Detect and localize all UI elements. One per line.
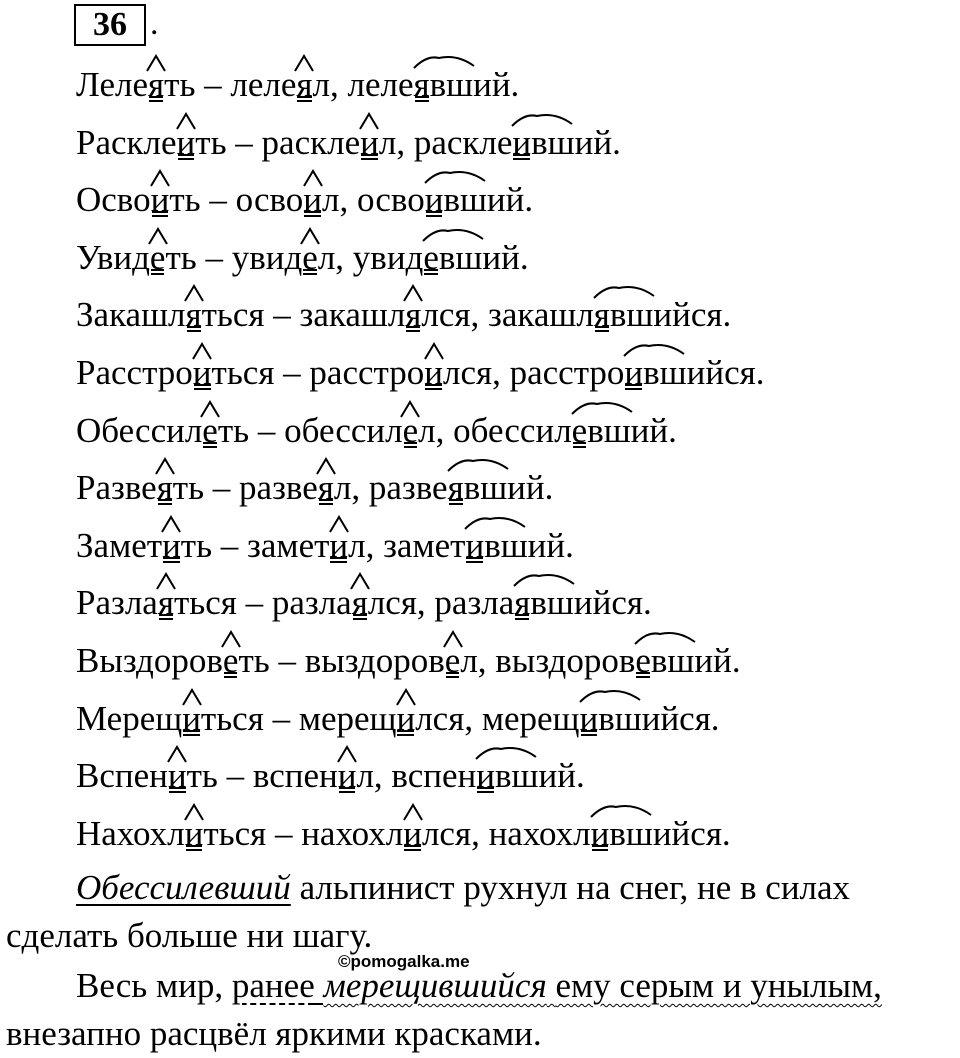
ending-mark-icon <box>183 803 205 821</box>
word-text: л, леле <box>312 65 414 104</box>
word-text: вшийся. <box>609 813 731 853</box>
word-text: вший. <box>484 525 574 565</box>
ending-mark-icon <box>402 284 424 302</box>
ending-mark-icon <box>160 515 182 533</box>
sentence-2-start: Весь мир, <box>76 966 232 1005</box>
exercise-number-dot: . <box>150 5 159 42</box>
watermark: ©pomogalka.me <box>338 952 470 971</box>
word-text: Леле <box>76 65 149 104</box>
sentence-2 <box>6 962 946 1058</box>
stem-vowel: е <box>302 235 318 281</box>
word-text: вший. <box>463 468 554 508</box>
ending-mark-icon <box>183 284 205 302</box>
word-forms-row <box>76 408 677 454</box>
participle-example-1: Обессилевший <box>76 868 291 907</box>
word-text: вшийся. <box>643 353 765 392</box>
suffix-mark-icon <box>512 572 576 588</box>
word-text: лся, нахохл <box>421 813 591 853</box>
stem-vowel: е <box>445 638 461 684</box>
word-text: лся, расстро <box>442 353 625 392</box>
ending-mark-icon <box>191 342 213 360</box>
word-forms-row <box>76 177 533 223</box>
stem-vowel: е <box>150 235 166 281</box>
suffix-mark-icon <box>622 342 686 358</box>
word-forms-row <box>76 696 720 742</box>
ending-mark-icon <box>149 169 171 187</box>
stem-vowel: и <box>303 177 322 223</box>
ending-mark-icon <box>349 572 371 590</box>
word-text: вший. <box>650 641 741 680</box>
suffix-mark-icon <box>446 457 510 473</box>
ending-mark-icon <box>147 227 169 245</box>
suffix-mark-icon <box>421 227 485 243</box>
word-text: л, осво <box>322 180 425 220</box>
ending-mark-icon <box>328 515 350 533</box>
word-forms-row <box>76 580 652 626</box>
word-text: Раскле <box>76 122 177 162</box>
word-text: Вспен <box>76 756 168 796</box>
word-text: ть – вспен <box>186 756 338 796</box>
word-text: Осво <box>76 180 151 220</box>
stem-vowel: и <box>425 177 444 223</box>
ending-mark-icon <box>220 630 242 648</box>
ending-mark-icon <box>442 630 464 648</box>
stem-vowel: и <box>168 753 187 799</box>
word-text: ть – раскле <box>195 122 361 162</box>
word-text: вший. <box>495 756 585 796</box>
stem-vowel: е <box>572 408 588 454</box>
word-text: ться – расстро <box>211 353 425 392</box>
ending-mark-icon <box>358 112 380 130</box>
word-text: ться – мерещ <box>200 698 397 738</box>
stem-vowel: и <box>624 350 643 396</box>
ending-mark-icon <box>336 745 358 763</box>
stem-vowel: е <box>223 638 239 684</box>
word-text: ть – замет <box>180 525 330 565</box>
word-text: ться – нахохл <box>203 813 404 853</box>
ending-mark-icon <box>399 400 421 418</box>
ending-mark-icon <box>395 688 417 706</box>
word-text: ть – леле <box>164 65 297 104</box>
stem-vowel: я <box>296 62 312 108</box>
word-text: ться – разла <box>173 583 352 623</box>
word-text: Разве <box>76 468 157 508</box>
stem-vowel: и <box>424 350 443 396</box>
word-text: Расстро <box>76 353 193 392</box>
ending-mark-icon <box>293 54 315 72</box>
word-text: вшийся. <box>609 295 732 335</box>
stem-vowel: и <box>182 696 201 742</box>
suffix-mark-icon <box>570 400 634 416</box>
word-text: ть – разве <box>172 468 318 508</box>
word-text: вший. <box>429 65 520 104</box>
exercise-number: 36 <box>93 6 127 43</box>
sentence-2-adverb: ранее <box>231 966 315 1005</box>
word-text: вший. <box>531 122 621 162</box>
ending-mark-icon <box>299 227 321 245</box>
word-text: л, разве <box>333 468 448 508</box>
word-forms-row <box>76 120 621 166</box>
word-text: л, увид <box>317 237 424 277</box>
word-text: ть – осво <box>169 180 304 220</box>
word-text: вший. <box>443 180 534 220</box>
word-text: Выздоров <box>76 641 223 680</box>
ending-mark-icon <box>155 572 177 590</box>
stem-vowel: и <box>329 523 348 569</box>
suffix-mark-icon <box>463 515 527 531</box>
stem-vowel: и <box>151 177 170 223</box>
suffix-mark-icon <box>592 284 656 300</box>
stem-vowel: и <box>185 811 204 857</box>
word-text: л, выздоров <box>460 641 636 680</box>
stem-vowel: и <box>580 696 599 742</box>
stem-vowel: и <box>403 811 422 857</box>
ending-mark-icon <box>175 112 197 130</box>
sentence-2-end: внезапно расцвёл яркими красками. <box>6 1014 542 1053</box>
stem-vowel: я <box>594 292 610 338</box>
word-forms-row <box>76 235 529 281</box>
suffix-mark-icon <box>578 688 642 704</box>
word-text: лся, разла <box>367 583 515 623</box>
stem-vowel: я <box>352 580 368 626</box>
stem-vowel: и <box>360 120 379 166</box>
ending-mark-icon <box>402 803 424 821</box>
stem-vowel: е <box>403 408 419 454</box>
stem-vowel: я <box>186 292 202 338</box>
word-text: Закашл <box>76 295 186 335</box>
word-text: ть – обессил <box>217 410 403 450</box>
ending-mark-icon <box>181 688 203 706</box>
word-text: л, вспен <box>356 756 477 796</box>
word-text: вший. <box>438 237 529 277</box>
word-forms-row <box>76 753 585 799</box>
word-text: ться – закашл <box>201 295 406 335</box>
word-forms-row <box>76 62 519 108</box>
stem-vowel: е <box>423 235 439 281</box>
word-text: л, замет <box>348 525 466 565</box>
participle-example-2: мерещившийся <box>323 966 547 1005</box>
suffix-mark-icon <box>412 54 476 70</box>
stem-vowel: я <box>448 465 464 511</box>
word-forms-row <box>76 638 741 684</box>
sentence-1 <box>6 864 946 960</box>
word-forms-row <box>76 350 764 396</box>
word-text: Замет <box>76 525 163 565</box>
stem-vowel: и <box>162 523 181 569</box>
ending-mark-icon <box>423 342 445 360</box>
stem-vowel: я <box>158 580 174 626</box>
ending-mark-icon <box>315 457 337 475</box>
stem-vowel: и <box>465 523 484 569</box>
word-text: лся, закашл <box>421 295 594 335</box>
stem-vowel: и <box>591 811 610 857</box>
stem-vowel: и <box>177 120 196 166</box>
stem-vowel: и <box>193 350 212 396</box>
stem-vowel: е <box>635 638 651 684</box>
word-text: вшийся. <box>598 698 720 738</box>
word-text: Обессил <box>76 410 203 450</box>
ending-mark-icon <box>199 400 221 418</box>
stem-vowel: я <box>157 465 173 511</box>
suffix-mark-icon <box>423 169 487 185</box>
suffix-mark-icon <box>589 803 653 819</box>
word-text: Нахохл <box>76 813 185 853</box>
word-text: Разла <box>76 583 158 623</box>
stem-vowel: и <box>512 120 531 166</box>
stem-vowel: я <box>514 580 530 626</box>
word-forms-row <box>76 811 731 857</box>
word-text: вшийся. <box>530 583 652 623</box>
sentence-2-tail: ему серым и унылым, <box>555 966 882 1005</box>
word-forms-row <box>76 292 731 338</box>
suffix-mark-icon <box>510 112 574 128</box>
suffix-mark-icon <box>474 745 538 761</box>
word-forms-row <box>76 465 553 511</box>
word-forms-row <box>76 523 574 569</box>
suffix-mark-icon <box>633 630 697 646</box>
ending-mark-icon <box>166 745 188 763</box>
word-text: лся, мерещ <box>415 698 580 738</box>
word-text: л, раскле <box>378 122 513 162</box>
word-text: л, обессил <box>418 410 572 450</box>
exercise-number-box <box>74 4 146 46</box>
stem-vowel: е <box>202 408 218 454</box>
stem-vowel: я <box>148 62 164 108</box>
ending-mark-icon <box>154 457 176 475</box>
stem-vowel: я <box>414 62 430 108</box>
stem-vowel: я <box>318 465 334 511</box>
word-text: Увид <box>76 237 150 277</box>
word-text: Мерещ <box>76 698 183 738</box>
stem-vowel: и <box>396 696 415 742</box>
word-text: ть – увид <box>165 237 303 277</box>
ending-mark-icon <box>302 169 324 187</box>
word-text: вший. <box>587 410 677 450</box>
stem-vowel: и <box>338 753 357 799</box>
word-text: ть – выздоров <box>238 641 445 680</box>
stem-vowel: и <box>476 753 495 799</box>
stem-vowel: я <box>405 292 421 338</box>
sentence-1-rest: альпинист рухнул на снег, не в силах сделать больше ни шагу. <box>6 868 851 955</box>
ending-mark-icon <box>145 54 167 72</box>
